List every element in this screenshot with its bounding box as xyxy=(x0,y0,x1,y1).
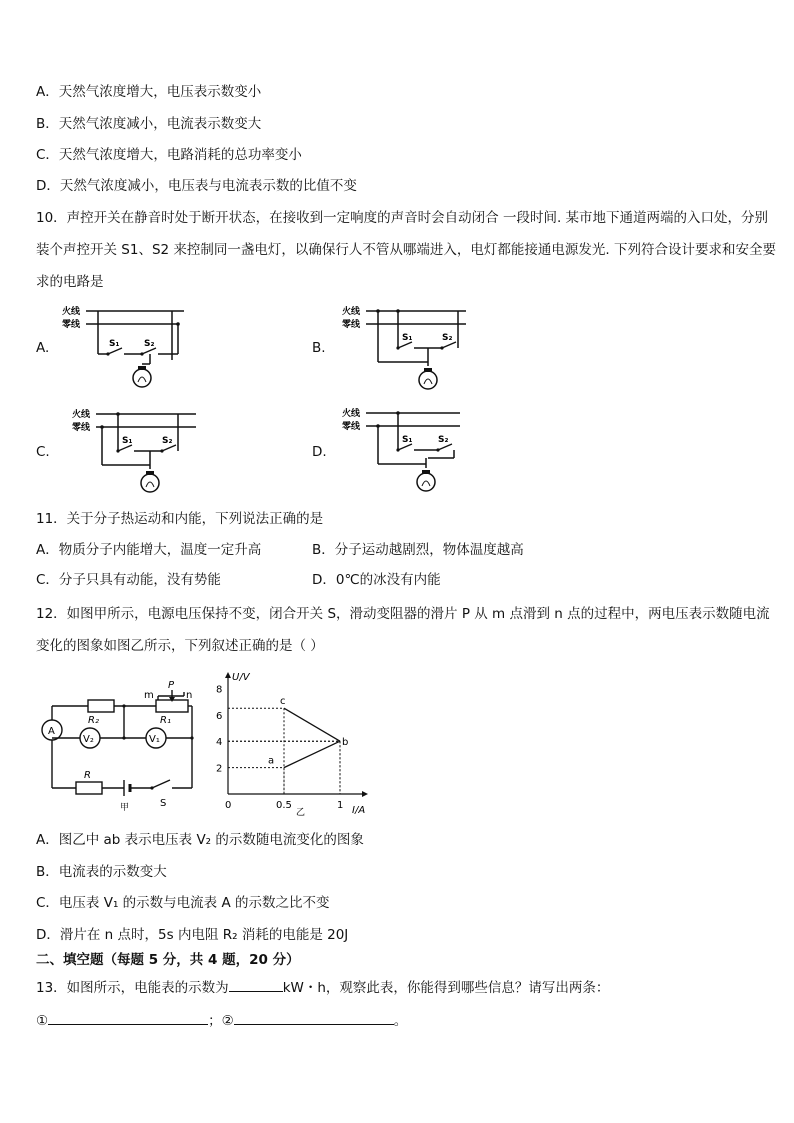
q10-circuit-b xyxy=(342,302,472,394)
x-axis-label: I/A xyxy=(352,805,366,816)
q12-circuit-diagram xyxy=(40,678,200,818)
svg-text:S: S xyxy=(160,798,167,809)
svg-text:甲: 甲 xyxy=(120,803,130,813)
q11-option-d: D．0℃的冰没有内能 xyxy=(312,572,441,588)
q12-option-d: D．滑片在 n 点时，5s 内电阻 R₂ 消耗的电能是 20J xyxy=(36,927,349,943)
svg-text:S₁: S₁ xyxy=(122,436,133,446)
q12-stem: 12．如图甲所示，电源电压保持不变，闭合开关 S，滑动变阻器的滑片 P 从 m 点滑到 n 点的过程中，两电压表示数随电流变化的图象如图乙所示，下列叙述正确的是（ ） xyxy=(36,606,770,654)
svg-text:V₁: V₁ xyxy=(149,734,160,745)
q11-option-b: B．分子运动越剧烈，物体温度越高 xyxy=(312,542,524,558)
x-tick-label: 1 xyxy=(337,800,344,811)
q10-option-d-label: D. xyxy=(312,444,327,460)
svg-text:S₂: S₂ xyxy=(162,436,173,446)
svg-text:R₂: R₂ xyxy=(88,715,99,726)
point-label-b: b xyxy=(342,737,349,749)
svg-text:火线: 火线 xyxy=(62,307,81,317)
q11-option-a: A．物质分子内能增大，温度一定升高 xyxy=(36,542,262,558)
svg-text:零线: 零线 xyxy=(62,320,81,330)
svg-text:R: R xyxy=(84,770,91,781)
q13-reading-blank[interactable] xyxy=(229,977,283,992)
svg-text:S₁: S₁ xyxy=(402,333,413,343)
svg-text:S₁: S₁ xyxy=(109,339,120,349)
y-tick-label: 4 xyxy=(216,737,223,749)
svg-text:零线: 零线 xyxy=(342,320,361,330)
q13-end: 。 xyxy=(393,1013,408,1029)
svg-text:P: P xyxy=(168,680,175,691)
q13-item2-marker: ② xyxy=(221,1013,234,1029)
point-label-a: a xyxy=(268,755,275,767)
y-tick-label: 8 xyxy=(216,684,223,696)
point-label-c: c xyxy=(280,696,286,708)
svg-text:S₂: S₂ xyxy=(144,339,155,349)
q9-option-a: A．天然气浓度增大，电压表示数变小 xyxy=(36,84,262,100)
svg-text:火线: 火线 xyxy=(342,307,361,317)
q10-option-c-label: C. xyxy=(36,444,50,460)
svg-text:R₁: R₁ xyxy=(160,715,171,726)
q13-item1-marker: ① xyxy=(36,1013,49,1029)
q9-option-d: D．天然气浓度减小，电压表与电流表示数的比值不变 xyxy=(36,178,357,194)
q10-circuit-c xyxy=(72,405,202,497)
series-line-2 xyxy=(284,708,340,741)
q9-option-b: B．天然气浓度减小，电流表示数变大 xyxy=(36,116,262,132)
y-tick-label: 2 xyxy=(216,763,223,775)
svg-text:火线: 火线 xyxy=(342,409,361,419)
y-tick-label: 6 xyxy=(216,710,223,722)
svg-text:n: n xyxy=(186,690,193,701)
svg-text:零线: 零线 xyxy=(72,423,91,433)
section-title: 二、填空题（每题 5 分，共 4 题，20 分） xyxy=(36,952,300,968)
q9-option-c: C．天然气浓度增大，电路消耗的总功率变小 xyxy=(36,147,302,163)
q12-graph xyxy=(212,668,372,818)
q13-answer2-blank[interactable] xyxy=(234,1010,394,1025)
svg-text:A: A xyxy=(48,726,55,737)
q10-circuit-d xyxy=(342,404,472,496)
q13-stem-after: kW・h，观察此表，你能得到哪些信息？请写出两条： xyxy=(282,980,610,996)
svg-text:S₂: S₂ xyxy=(438,435,449,445)
x-tick-label: 0 xyxy=(225,800,232,811)
q12-option-c: C．电压表 V₁ 的示数与电流表 A 的示数之比不变 xyxy=(36,895,330,911)
q13-answers xyxy=(36,1010,407,1031)
q10-stem: 10．声控开关在静音时处于断开状态，在接收到一定响度的声音时会自动闭合 一段时间. 某市地下通道两端的入口处，分别装个声控开关 S1、S2 来控制同一盏电灯，以确保行人不管从哪端进入，电灯都能接通电源发光. 下列符合设计要求和安全要求的电路是 xyxy=(36,210,776,290)
svg-text:火线: 火线 xyxy=(72,410,91,420)
series-line-1 xyxy=(284,741,340,767)
svg-text:m: m xyxy=(144,690,154,701)
svg-text:V₂: V₂ xyxy=(83,734,94,745)
q12-option-a: A．图乙中 ab 表示电压表 V₂ 的示数随电流变化的图象 xyxy=(36,832,364,848)
svg-text:零线: 零线 xyxy=(342,422,361,432)
q10-option-b-label: B. xyxy=(312,340,326,356)
q11-option-c: C．分子只具有动能，没有势能 xyxy=(36,572,221,588)
q11-stem: 11．关于分子热运动和内能，下列说法正确的是 xyxy=(36,511,324,527)
y-axis-label: U/V xyxy=(232,672,250,683)
q13-stem xyxy=(36,977,609,998)
x-tick-label: 0.5 xyxy=(276,800,292,811)
q13-answer1-blank[interactable] xyxy=(48,1010,208,1025)
q13-separator: ； xyxy=(208,1013,222,1029)
svg-text:S₂: S₂ xyxy=(442,333,453,343)
q10-circuit-a xyxy=(62,302,192,394)
q12-option-b: B．电流表的示数变大 xyxy=(36,864,167,880)
graph-caption: 乙 xyxy=(296,808,306,818)
svg-text:S₁: S₁ xyxy=(402,435,413,445)
q13-stem-before: 13．如图所示，电能表的示数为 xyxy=(36,980,229,996)
q10-option-a-label: A. xyxy=(36,340,50,356)
